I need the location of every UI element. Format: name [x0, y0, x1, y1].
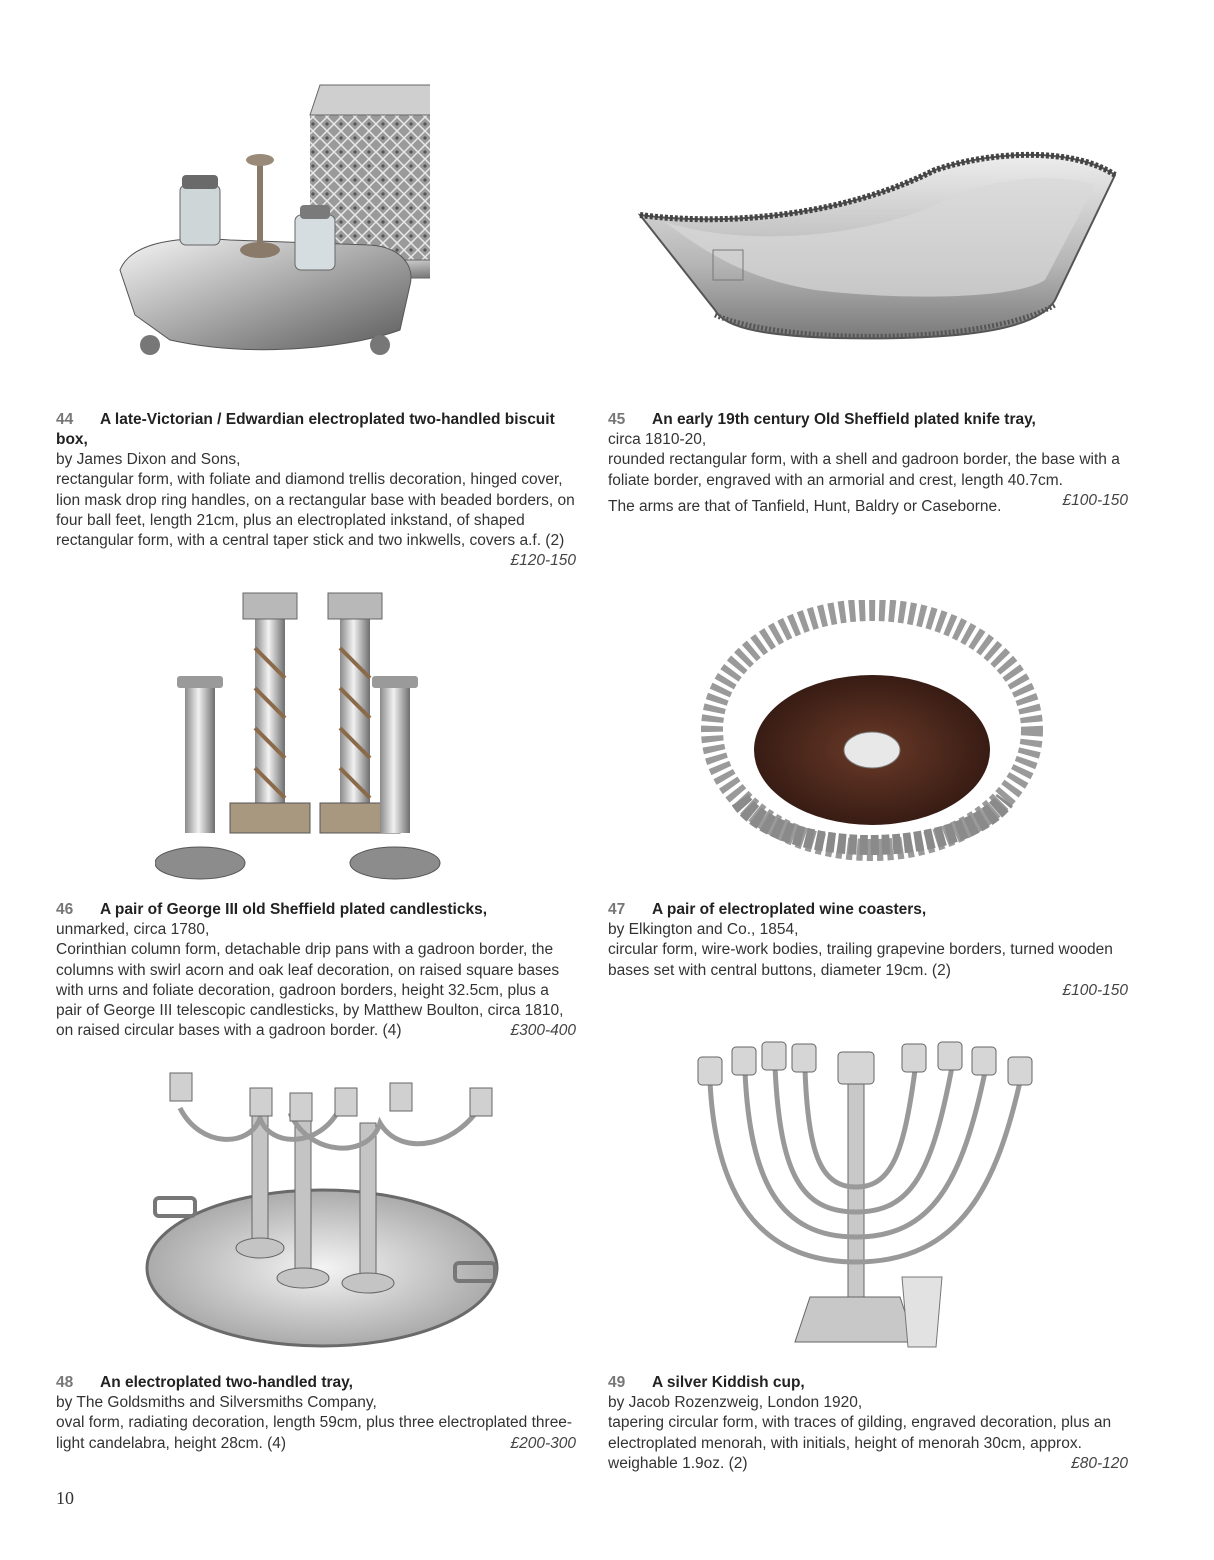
lot-48 — [56, 1373, 576, 1454]
lot-estimate: £100-150 — [1062, 491, 1128, 509]
lot-maker: by The Goldsmiths and Silversmiths Company, — [56, 1394, 377, 1411]
lot-47 — [608, 900, 1128, 1001]
lot-estimate: £200-300 — [510, 1434, 576, 1452]
lot-title: A silver Kiddish cup, — [652, 1374, 805, 1391]
lot-48-image — [140, 1068, 505, 1358]
lot-maker: by James Dixon and Sons, — [56, 451, 241, 468]
lot-number: 44 — [56, 411, 74, 428]
lot-number: 46 — [56, 901, 74, 918]
lot-maker: circa 1810-20, — [608, 431, 707, 448]
page-number: 10 — [56, 1488, 74, 1508]
lot-45 — [608, 410, 1128, 517]
lot-maker: by Elkington and Co., 1854, — [608, 921, 799, 938]
lot-44-image — [110, 75, 430, 385]
lot-description: rectangular form, with foliate and diamond trellis decoration, hinged cover, lion mask drop ring handles, on a rectangular base with beaded borders, on four ball feet, length 21cm, plus an electroplated inkstand, of shaped rectangular form, with a central taper stick and two inkwells, covers a.f. (2) — [56, 471, 575, 550]
lot-maker: by Jacob Rozenzweig, London 1920, — [608, 1394, 863, 1411]
lot-number: 47 — [608, 901, 626, 918]
lot-45-image — [635, 150, 1120, 365]
lot-title: A pair of electroplated wine coasters, — [652, 901, 927, 918]
lot-description: oval form, radiating decoration, length 59cm, plus three electroplated three-light candelabra, height 28cm. (4) — [56, 1414, 573, 1452]
lot-46 — [56, 900, 576, 1042]
lot-44 — [56, 410, 576, 572]
lot-47-image — [700, 600, 1045, 870]
lot-number: 45 — [608, 411, 626, 428]
lot-title: A late-Victorian / Edwardian electroplated two-handled biscuit box, — [56, 411, 555, 448]
lot-description: rounded rectangular form, with a shell and gadroon border, the base with a foliate border, engraved with an armorial and crest, length 40.7cm. — [608, 451, 1120, 489]
lot-title: A pair of George III old Sheffield plated candlesticks, — [100, 901, 488, 918]
lot-estimate: £120-150 — [510, 552, 576, 570]
lot-49-image — [690, 1032, 1050, 1362]
lot-estimate: £300-400 — [510, 1022, 576, 1040]
lot-description: tapering circular form, with traces of gilding, engraved decoration, plus an electroplated menorah, with initials, height of menorah 30cm, approx. weighable 1.9oz. (2) — [608, 1414, 1112, 1472]
lot-description: circular form, wire-work bodies, trailing grapevine borders, turned wooden bases set with central buttons, diameter 19cm. (2) — [608, 941, 1113, 979]
lot-note: The arms are that of Tanfield, Hunt, Baldry or Caseborne. — [608, 497, 1002, 515]
lot-number: 48 — [56, 1374, 74, 1391]
lot-estimate: £100-150 — [1062, 981, 1128, 999]
lot-49 — [608, 1373, 1128, 1474]
lot-description: Corinthian column form, detachable drip pans with a gadroon border, the columns with swirl acorn and oak leaf decoration, on raised square bases with urns and foliate decoration, gadroon borders, height 32.5cm, plus a pair of George III telescopic candlesticks, by Matthew Boulton, circa 1810, on raised circular bases with a gadroon border. (4) — [56, 941, 564, 1040]
lot-title: An electroplated two-handled tray, — [100, 1374, 353, 1391]
lot-estimate: £80-120 — [1071, 1454, 1128, 1472]
lot-46-image — [155, 588, 445, 888]
lot-number: 49 — [608, 1374, 626, 1391]
lot-maker: unmarked, circa 1780, — [56, 921, 210, 938]
lot-title: An early 19th century Old Sheffield plated knife tray, — [652, 411, 1036, 428]
